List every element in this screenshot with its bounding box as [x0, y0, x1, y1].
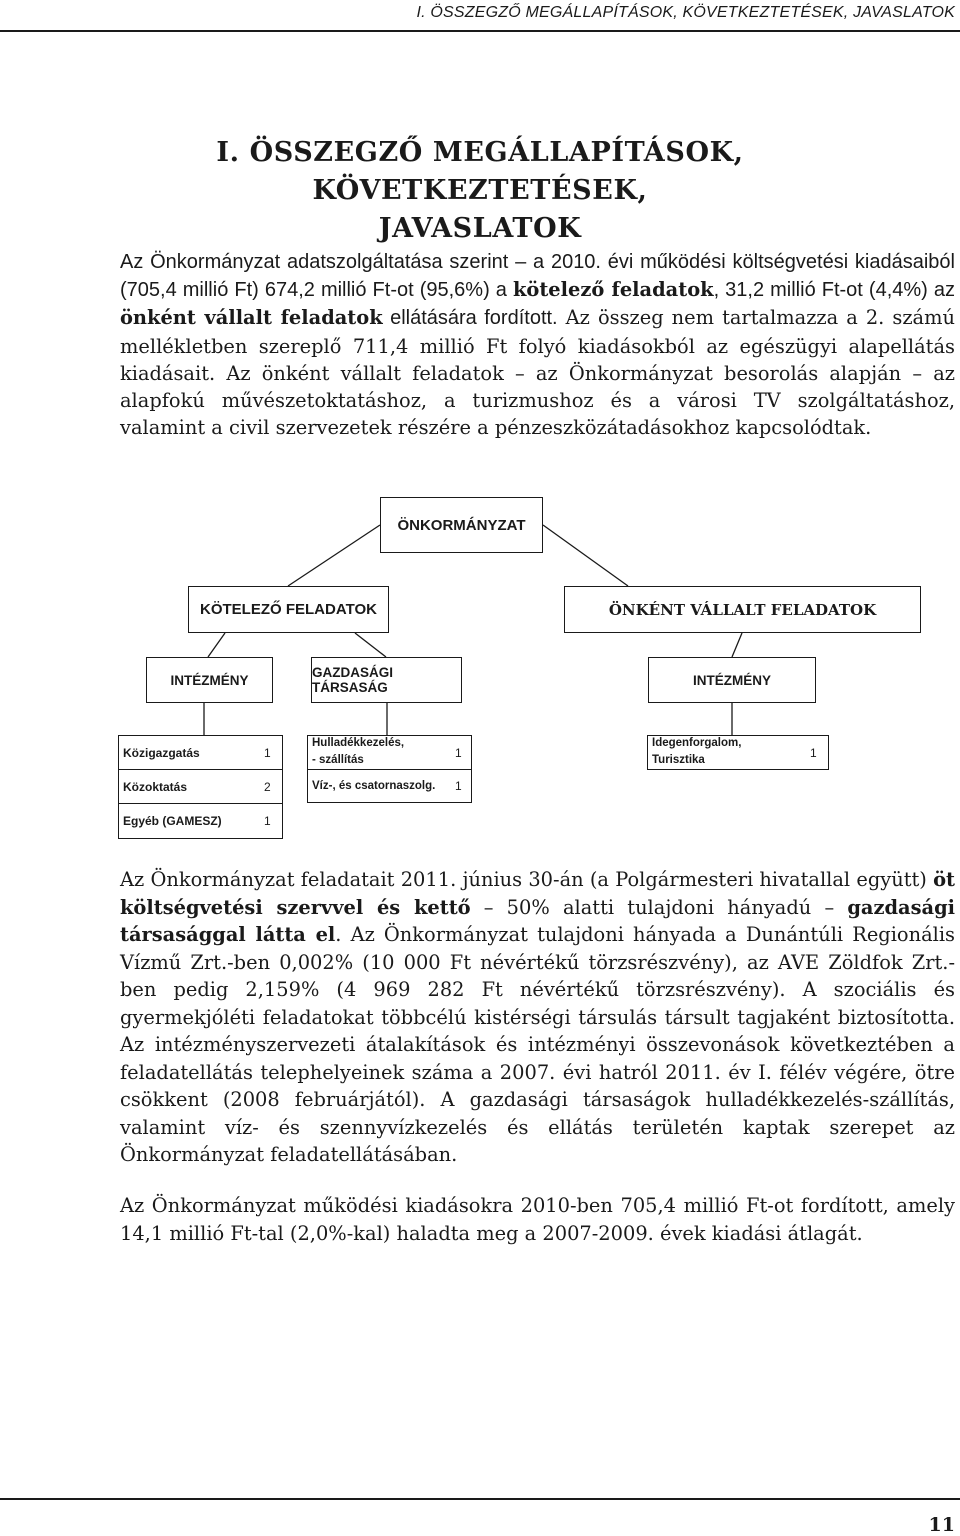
- org-row-label: Közigazgatás: [123, 745, 200, 760]
- org-row-water-sewage: [307, 769, 472, 803]
- section-title-line-2: JAVASLATOK: [378, 213, 582, 244]
- p2-text-3: . Az Önkormányzat tulajdoni hányada a Dunántúli Regionális Vízmű Zrt.-ben 0,002% (10 000 Ft névértékű törzsrészvény), az AVE Zöldfok Zrt.-ben pedig 2,159% (4 969 282 Ft névértékű törzsrészvény). A szociális és gyermekjóléti feladatokat többcélú kistérségi társulás társult tagjaként biztosította. Az intézményszervezeti átalakítások és intézményi összevonások következtében a feladatellátás telephelyeinek száma a 2007. évi hatról 2011. év I. félév végére, ötre csökkent (2008 februárjától). A gazdasági társaságok hulladékkezelés-szállítás, valamint víz- és szennyvízkezelés és ellátás területén kaptak szerepet az Önkormányzat feladatellátásában.: [120, 923, 955, 1166]
- p2-bold-1: öt költségvetési szervvel és kettő: [120, 868, 955, 919]
- org-row-label-line-2: - szállítás: [312, 754, 364, 766]
- org-row-label: Közoktatás: [123, 779, 188, 794]
- org-row-other-gamesz: [118, 803, 283, 839]
- org-row-count: 1: [455, 745, 462, 760]
- org-row-label: Víz-, és csatornaszolg.: [312, 780, 436, 792]
- paragraph-1: [120, 248, 955, 441]
- running-header: I. ÖSSZEGZŐ MEGÁLLAPÍTÁSOK, KÖVETKEZTETÉSEK, JAVASLATOK: [416, 4, 955, 21]
- org-row-label-line-2: Turisztika: [652, 754, 705, 766]
- org-box-company: GAZDASÁGI TÁRSASÁG: [311, 657, 462, 703]
- p3-text-1: Az Önkormányzat működési kiadásokra 2010-ben 705,4 millió Ft-ot fordított, amely 14,1 millió Ft-tal (2,0%-kal) haladta meg a 2007-2009. évek kiadási átlagát.: [120, 1194, 955, 1245]
- org-row-count: 1: [264, 814, 271, 828]
- org-row-count: 1: [455, 779, 462, 793]
- org-row-public-administration: [118, 735, 283, 770]
- p1-bold-2: önként vállalt feladatok: [120, 306, 383, 330]
- paragraph-2: [120, 866, 955, 1169]
- org-box-institution-voluntary: INTÉZMÉNY: [648, 657, 816, 703]
- page-number: 11: [928, 1514, 955, 1536]
- connector-root-voluntary: [543, 525, 628, 586]
- org-row-public-education: [118, 769, 283, 804]
- org-box-voluntary-tasks: ÖNKÉNT VÁLLALT FELADATOK: [564, 586, 921, 633]
- p1-text-2: , 31,2 millió Ft-ot (4,4%) az: [713, 279, 955, 302]
- org-box-institution-mandatory: INTÉZMÉNY: [146, 657, 273, 703]
- connector-mandatory-institution: [208, 633, 225, 657]
- paragraph-3: [120, 1192, 955, 1247]
- org-row-label-line-1: Idegenforgalom,: [652, 737, 742, 749]
- connector-mandatory-company: [355, 633, 386, 657]
- org-row-count: 2: [264, 779, 271, 794]
- org-row-tourism: [647, 735, 829, 770]
- footer-rule: [0, 1498, 960, 1500]
- org-row-count: 1: [264, 745, 271, 760]
- org-row-label-line-1: Hulladékkezelés,: [312, 737, 405, 749]
- p2-bold-2: gazdasági társasággal látta el: [120, 895, 955, 946]
- org-row-label: Egyéb (GAMESZ): [123, 814, 222, 828]
- org-row-waste-management: [307, 735, 472, 770]
- connector-root-mandatory: [288, 525, 380, 586]
- p1-bold-1: kötelező feladatok: [512, 278, 714, 302]
- org-row-label: [652, 736, 741, 768]
- p1-text-3: ellátására fordított.: [382, 307, 558, 330]
- p2-text-1: Az Önkormányzat feladatait 2011. június 30-án (a Polgármesteri hivatallal együtt): [120, 868, 934, 891]
- p2-text-2: – 50% alatti tulajdoni hányadú –: [470, 895, 848, 919]
- p1-text-1: Az Önkormányzat adatszolgáltatása szerint – a 2010. évi működési költségvetési kiadásaiból (705,4 millió Ft) 674,2 millió Ft-ot (95,6%) a: [120, 251, 955, 302]
- org-row-label: [312, 736, 404, 768]
- header-rule: [0, 30, 960, 32]
- connector-voluntary-institution: [732, 633, 742, 657]
- org-box-mandatory-tasks: KÖTELEZŐ FELADATOK: [188, 586, 389, 633]
- p1-text-4: Az összeg nem tartalmazza a 2. számú mellékletben szereplő 711,4 millió Ft folyó kiadásokból az egészügyi alapellátás kiadásait. Az önként vállalt feladatok – az Önkormányzat besorolás alapján – az alapfokú művészetoktatáshoz, a turizmushoz és a városi TV szolgáltatáshoz, valamint a civil szervezetek részére a pénzeszközátadásokhoz kapcsolódtak.: [120, 306, 955, 440]
- org-row-count: 1: [810, 745, 817, 760]
- section-title: [90, 134, 870, 248]
- org-box-root: ÖNKORMÁNYZAT: [380, 497, 543, 553]
- section-title-line-1: I. ÖSSZEGZŐ MEGÁLLAPÍTÁSOK, KÖVETKEZTETÉSEK,: [216, 137, 744, 206]
